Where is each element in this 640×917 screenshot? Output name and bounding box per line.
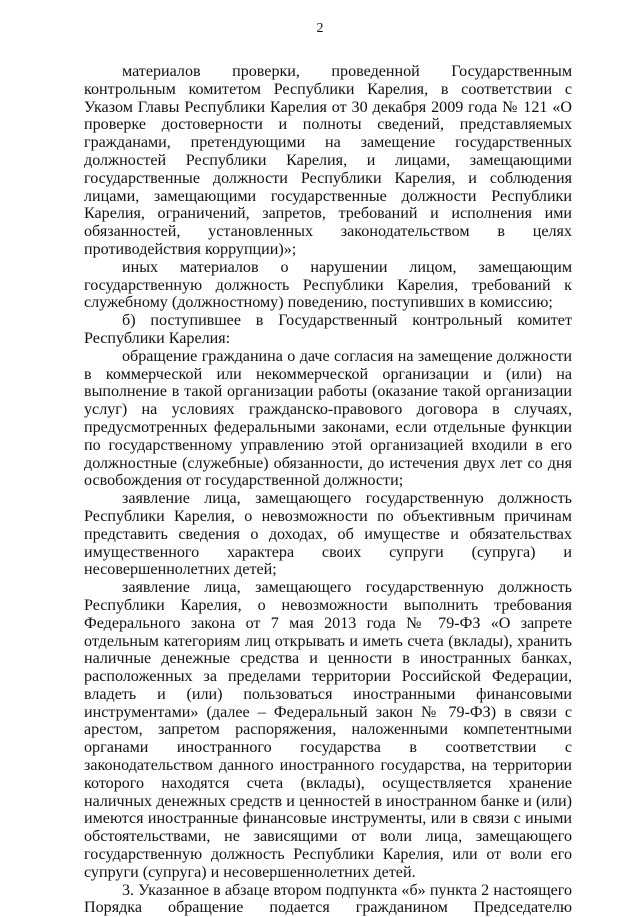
paragraph-citizen-appeal: обращение гражданина о даче согласия на замещение должности в коммерческой или некоммерческой организации и (или) на выполнение в такой организации работы (оказание такой организации услуг) на условиях гражданско-правового договора в случаях, предусмотренных федеральными законами, если отдельные функции по государственному управлению этой организацией входили в его должностные (служебные) обязанности, до истечения двух лет со дня освобождения от государственной должности; (84, 347, 572, 490)
paragraph-subitem-b: б) поступившее в Государственный контрольный комитет Республики Карелия: (84, 312, 572, 347)
paragraph-income-statement: заявление лица, замещающего государственную должность Республики Карелия, о невозможности по объективным причинам представить сведения о доходах, об имуществе и обязательствах имущественного характера своих супруги (супруга) и несовершеннолетних детей; (84, 490, 572, 579)
paragraph-other-materials: иных материалов о нарушении лицом, замещающим государственную должность Республики Карелия, требований к служебному (должностному) поведению, поступивших в комиссию; (84, 258, 572, 312)
paragraph-materials-inspection: материалов проверки, проведенной Государственным контрольным комитетом Республики Карелия, в соответствии с Указом Главы Республики Карелия от 30 декабря 2009 года № 121 «О проверке достоверности и полноты сведений, представляемых гражданами, претендующими на замещение государственных должностей Республики Карелия, и лицами, замещающими государственные должности Республики Карелия, и соблюдения лицами, замещающими государственные должности Республики Карелия, ограничений, запретов, требований и исполнения ими обязанностей, установленных законодательством в целях противодействия коррупции)»; (84, 63, 572, 258)
paragraph-foreign-accounts: заявление лица, замещающего государственную должность Республики Карелия, о невозможности выполнить требования Федерального закона от 7 мая 2013 года № 79-ФЗ «О запрете отдельным категориям лиц открывать и иметь счета (вклады), хранить наличные денежные средства и ценности в иностранных банках, расположенных за пределами территории Российской Федерации, владеть и (или) пользоваться иностранными финансовыми инструментами» (далее – Федеральный закон № 79-ФЗ) в связи с арестом, запретом распоряжения, наложенными компетентными органами иностранного государства в соответствии с законодательством данного иностранного государства, на территории которого находятся счета (вклады), осуществляется хранение наличных денежных средств и ценностей в иностранном банке и (или) имеются иностранные финансовые инструменты, или в связи с иными обстоятельствами, не зависящими от воли лица, замещающего государственную должность Республики Карелия, или от воли его супруги (супруга) и несовершеннолетних детей. (84, 579, 572, 881)
page-number: 2 (316, 21, 324, 36)
paragraph-item-3: 3. Указанное в абзаце втором подпункта «б» пункта 2 настоящего Порядка обращение подается гражданином Председателю (84, 881, 572, 917)
document-body (84, 63, 572, 917)
